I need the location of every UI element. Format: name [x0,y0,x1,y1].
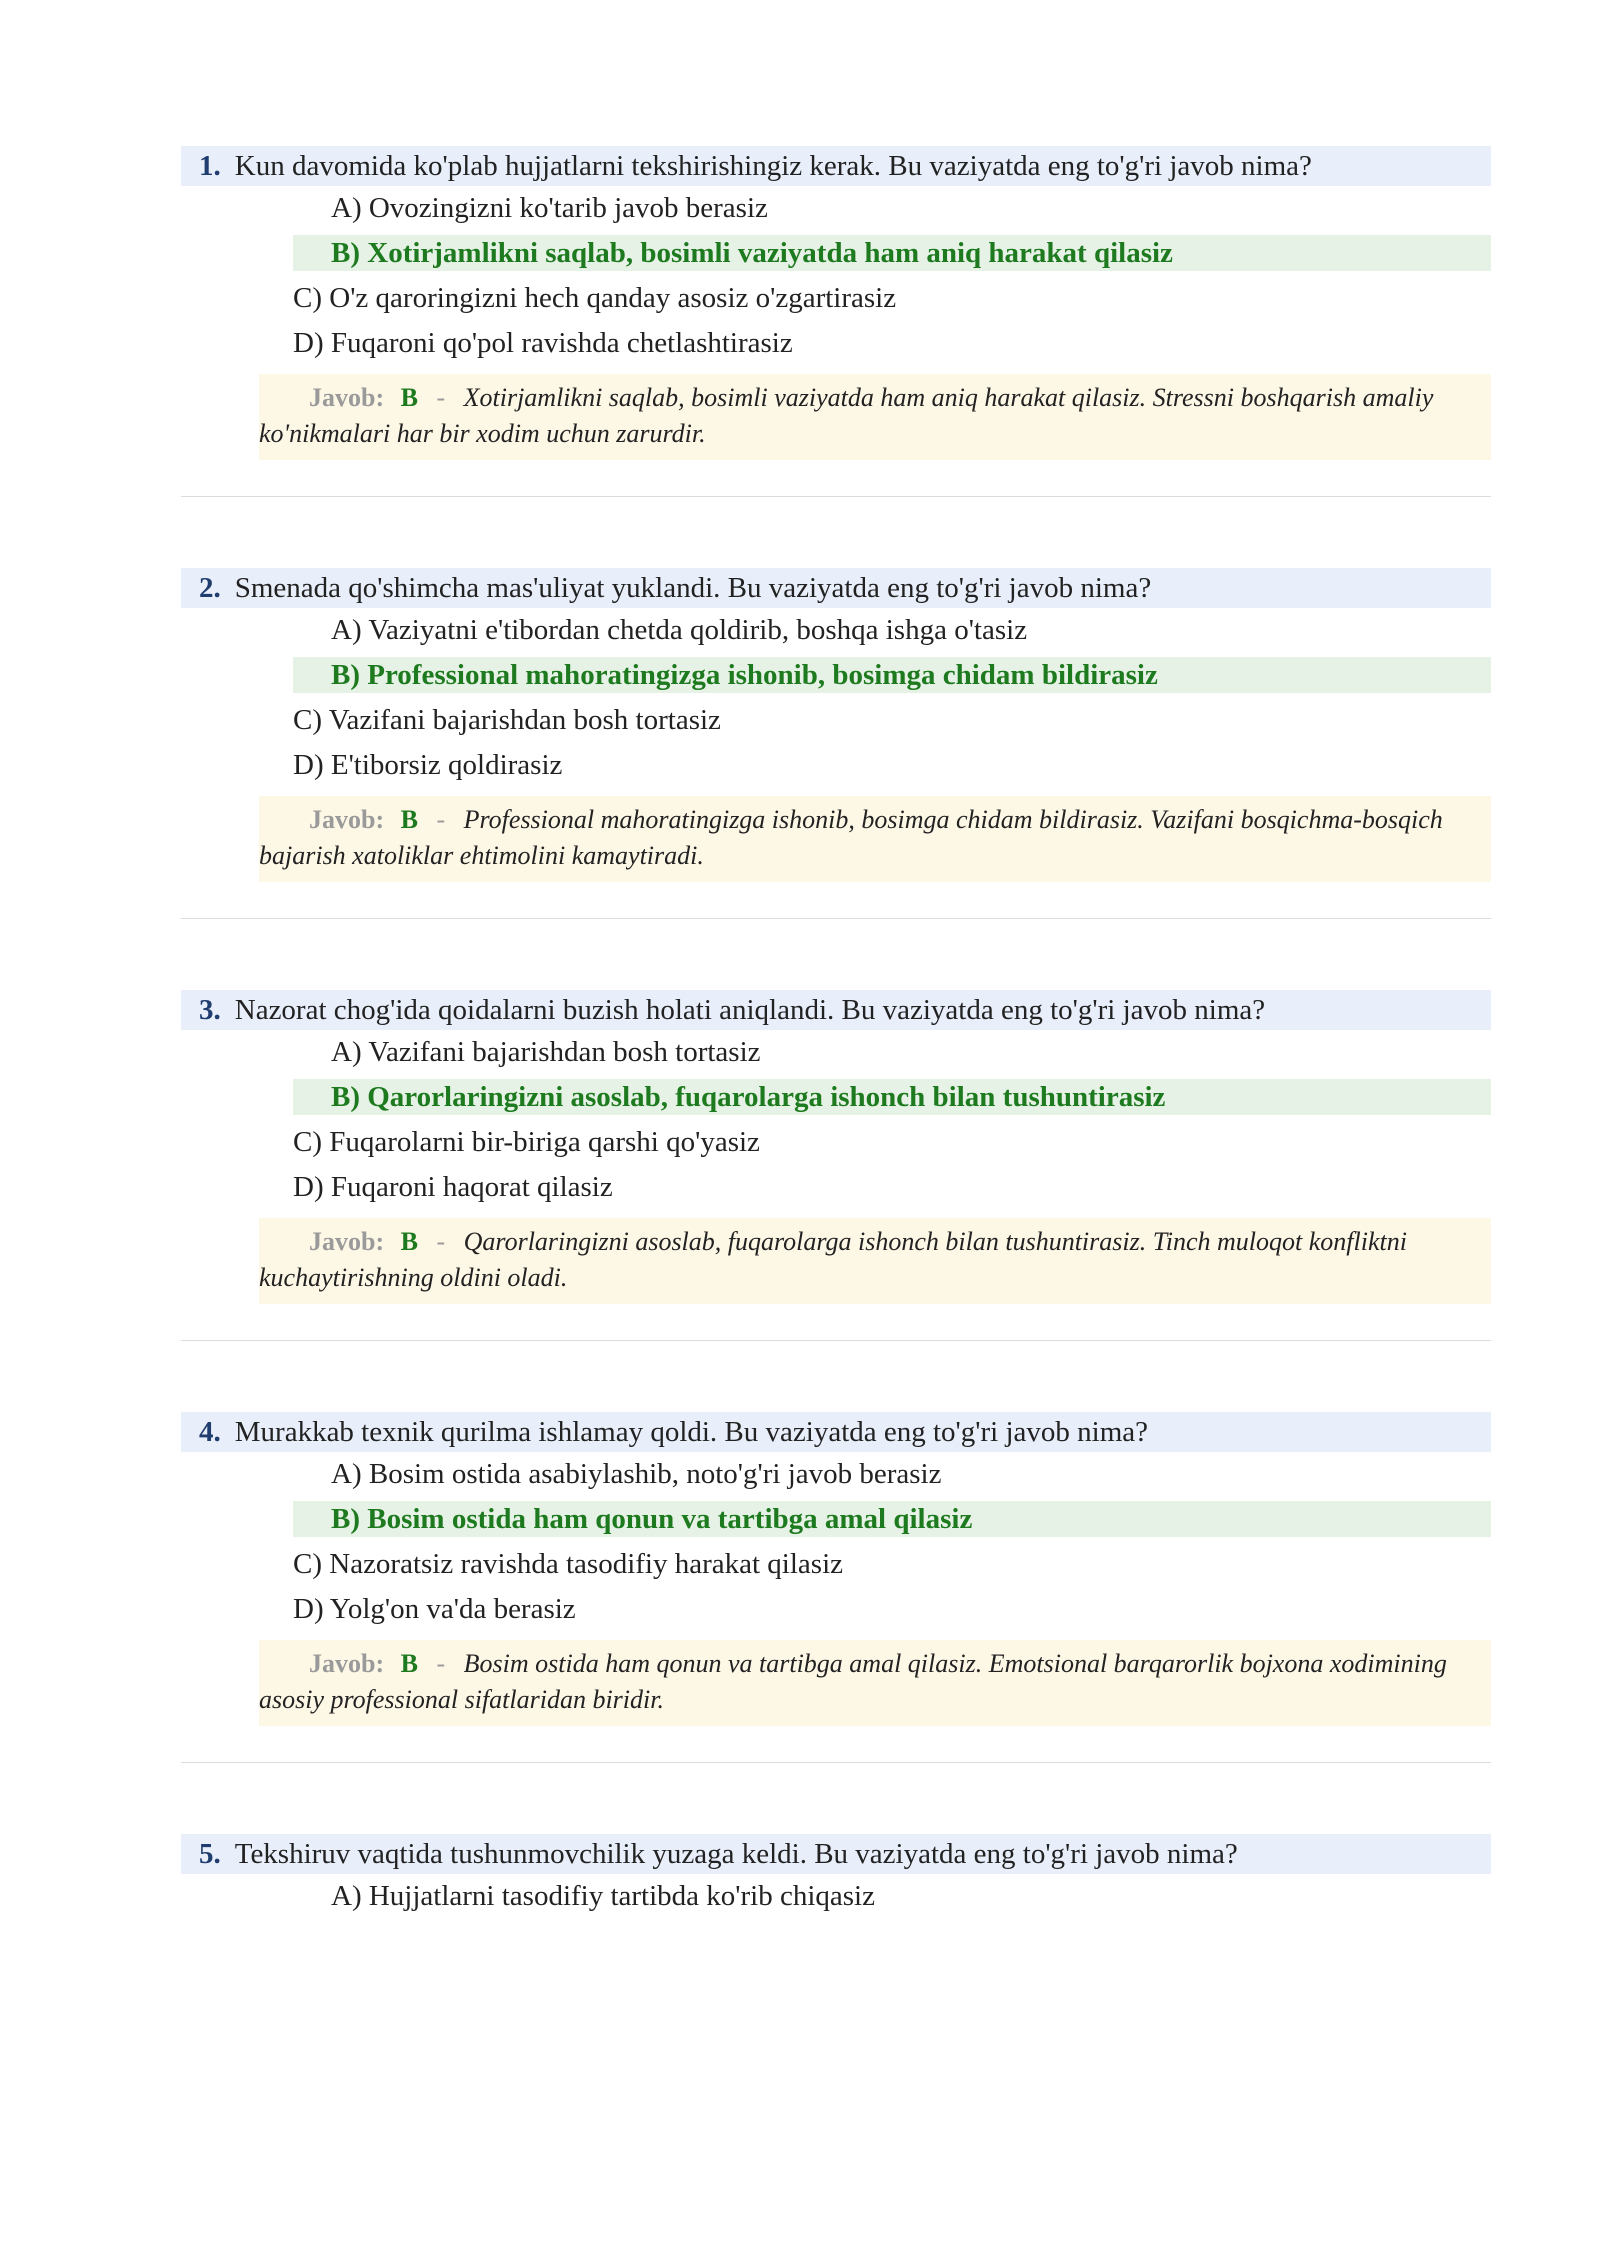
question-header [181,568,1491,608]
question-number: 4. [199,1415,221,1448]
question-number: 2. [199,571,221,604]
option-d: D) Fuqaroni qo'pol ravishda chetlashtirasiz [293,327,793,359]
option-c: C) Nazoratsiz ravishda tasodifiy harakat qilasiz [293,1548,843,1580]
question-text: Tekshiruv vaqtida tushunmovchilik yuzaga keldi. Bu vaziyatda eng to'g'ri javob nima? [234,1837,1238,1870]
answer-dash: - [436,805,446,834]
option-d: D) E'tiborsiz qoldirasiz [293,749,563,781]
option-d: D) Yolg'on va'da berasiz [293,1593,576,1625]
answer-dash: - [436,383,446,412]
answer-label: Javob: [309,1649,385,1678]
question-number: 1. [199,149,221,182]
divider [181,1762,1491,1763]
quiz-page [181,146,1491,2256]
option-c: C) Vazifani bajarishdan bosh tortasiz [293,704,721,736]
answer-dash: - [436,1227,446,1256]
answer-text: Professional mahoratingizga ishonib, bosimga chidam bildirasiz. Vazifani bosqichma-bosqich bajarish xatoliklar ehtimolini kamaytiradi. [259,805,1443,870]
question-1 [181,146,1491,568]
question-header [181,146,1491,186]
answer-text: Xotirjamlikni saqlab, bosimli vaziyatda ham aniq harakat qilasiz. Stressni boshqarish amaliy ko'nikmalari har bir xodim uchun zarurdir. [259,383,1434,448]
option-a: A) Vaziyatni e'tibordan chetda qoldirib, boshqa ishga o'tasiz [331,614,1028,646]
answer-dash: - [436,1649,446,1678]
option-b-correct: B) Xotirjamlikni saqlab, bosimli vaziyatda ham aniq harakat qilasiz [293,235,1491,271]
answer-letter: B [400,1649,418,1678]
question-4 [181,1412,1491,1834]
question-text: Murakkab texnik qurilma ishlamay qoldi. Bu vaziyatda eng to'g'ri javob nima? [234,1415,1149,1448]
answer-explanation [259,1640,1491,1726]
divider [181,1340,1491,1341]
question-text: Nazorat chog'ida qoidalarni buzish holati aniqlandi. Bu vaziyatda eng to'g'ri javob nima? [234,993,1266,1026]
option-c: C) O'z qaroringizni hech qanday asosiz o'zgartirasiz [293,282,897,314]
question-number: 3. [199,993,221,1026]
option-a: A) Vazifani bajarishdan bosh tortasiz [331,1036,761,1068]
answer-letter: B [400,805,418,834]
divider [181,496,1491,497]
answer-label: Javob: [309,383,385,412]
answer-text: Qarorlaringizni asoslab, fuqarolarga ishonch bilan tushuntirasiz. Tinch muloqot konfliktni kuchaytirishning oldini oladi. [259,1227,1407,1292]
option-a: A) Ovozingizni ko'tarib javob berasiz [331,192,768,224]
question-header [181,990,1491,1030]
answer-text: Bosim ostida ham qonun va tartibga amal qilasiz. Emotsional barqarorlik bojxona xodimining asosiy professional sifatlaridan biridir. [259,1649,1447,1714]
option-d: D) Fuqaroni haqorat qilasiz [293,1171,613,1203]
option-a: A) Bosim ostida asabiylashib, noto'g'ri javob berasiz [331,1458,942,1490]
question-header [181,1412,1491,1452]
answer-label: Javob: [309,1227,385,1256]
question-text: Smenada qo'shimcha mas'uliyat yuklandi. Bu vaziyatda eng to'g'ri javob nima? [234,571,1152,604]
answer-letter: B [400,1227,418,1256]
option-b-correct: B) Bosim ostida ham qonun va tartibga amal qilasiz [293,1501,1491,1537]
answer-explanation [259,796,1491,882]
option-c: C) Fuqarolarni bir-biriga qarshi qo'yasiz [293,1126,760,1158]
question-header [181,1834,1491,1874]
question-2 [181,568,1491,990]
question-number: 5. [199,1837,221,1870]
answer-label: Javob: [309,805,385,834]
option-b-correct: B) Qarorlaringizni asoslab, fuqarolarga ishonch bilan tushuntirasiz [293,1079,1491,1115]
answer-letter: B [400,383,418,412]
question-5 [181,1834,1491,2256]
question-text: Kun davomida ko'plab hujjatlarni tekshirishingiz kerak. Bu vaziyatda eng to'g'ri javob nima? [234,149,1312,182]
answer-explanation [259,374,1491,460]
option-b-correct: B) Professional mahoratingizga ishonib, bosimga chidam bildirasiz [293,657,1491,693]
divider [181,918,1491,919]
question-3 [181,990,1491,1412]
answer-explanation [259,1218,1491,1304]
option-a: A) Hujjatlarni tasodifiy tartibda ko'rib chiqasiz [331,1880,875,1912]
